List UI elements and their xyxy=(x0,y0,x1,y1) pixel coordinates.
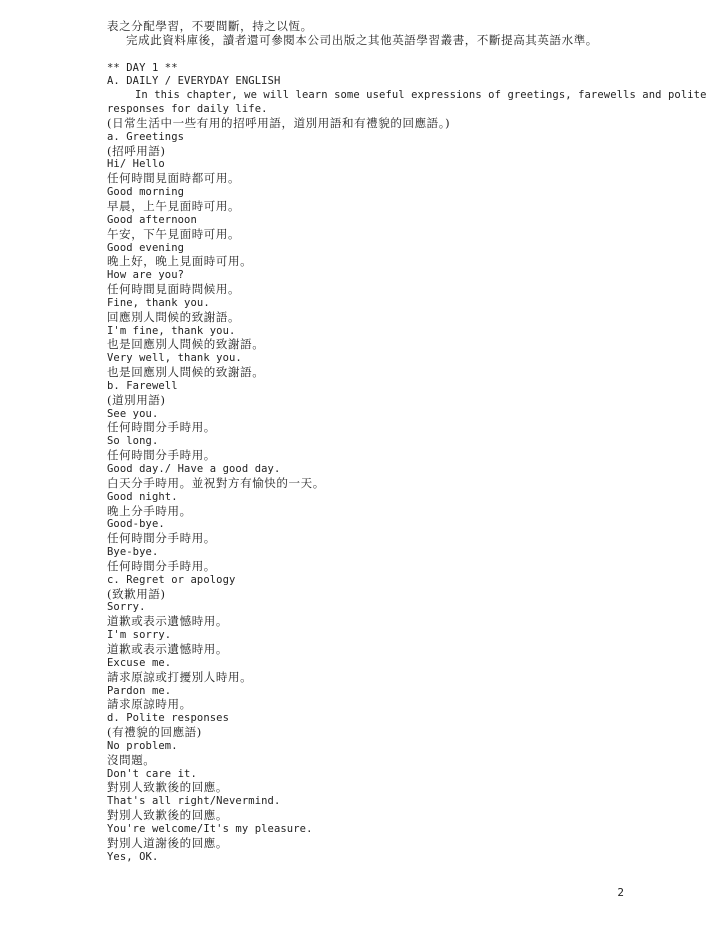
phrase-zh: 請求原諒時用。 xyxy=(107,697,192,712)
phrase-zh: 任何時間分手時用。 xyxy=(107,420,216,435)
section-intro-en-1: In this chapter, we will learn some useful expressions of greetings, farewells and polite xyxy=(135,89,707,102)
phrase-zh: 任何時間分手時用。 xyxy=(107,558,216,573)
page-content xyxy=(107,19,707,864)
phrase-en: How are you? xyxy=(107,269,185,282)
phrase-zh: 對別人致歉後的回應。 xyxy=(107,780,228,795)
phrase-en: That's all right/Nevermind. xyxy=(107,795,281,808)
phrase-en: Bye-bye. xyxy=(107,546,159,559)
subsection-heading: b. Farewell xyxy=(107,379,178,392)
subsection-heading-zh: (有禮貌的回應語) xyxy=(107,725,202,740)
phrase-zh: 白天分手時用。並祝對方有愉快的一天。 xyxy=(107,475,325,490)
day-heading: ** DAY 1 ** xyxy=(107,61,178,74)
phrase-en: Sorry. xyxy=(107,601,146,614)
phrase-en: So long. xyxy=(107,435,159,448)
phrase-en: You're welcome/It's my pleasure. xyxy=(107,822,313,835)
subsection-heading: a. Greetings xyxy=(107,130,185,143)
phrase-en: Good night. xyxy=(107,490,178,503)
phrase-en: No problem. xyxy=(107,739,178,752)
phrase-en: Don't care it. xyxy=(107,767,197,780)
phrase-en: Good evening xyxy=(107,241,185,254)
subsection-heading-zh: (致歉用語) xyxy=(107,586,166,601)
phrase-en: Pardon me. xyxy=(107,684,172,697)
farewell-section xyxy=(107,380,688,574)
phrase-zh: 對別人致歉後的回應。 xyxy=(107,808,228,823)
phrase-en: See you. xyxy=(107,407,159,420)
page-number: 2 xyxy=(617,886,624,899)
intro-line-1: 表之分配學習，不要間斷，持之以恆。 xyxy=(107,19,313,33)
intro-line-2: 完成此資料庫後，讀者還可參閱本公司出版之其他英語學習叢書，不斷提高其英語水準。 xyxy=(126,32,598,47)
apology-section xyxy=(107,574,688,712)
phrase-en: Yes, OK. xyxy=(107,850,159,863)
phrase-zh: 任何時間見面時都可用。 xyxy=(107,171,241,186)
phrase-zh: 也是回應別人問候的致謝語。 xyxy=(107,365,265,380)
phrase-en: Hi/ Hello xyxy=(107,158,165,171)
phrase-zh: 午安，下午見面時可用。 xyxy=(107,226,241,241)
phrase-en: Very well, thank you. xyxy=(107,352,242,365)
greetings-section xyxy=(107,131,688,380)
phrase-zh: 早晨，上午見面時可用。 xyxy=(107,198,241,213)
phrase-en: Good morning xyxy=(107,186,185,199)
phrase-en: Good afternoon xyxy=(107,213,197,226)
phrase-zh: 請求原諒或打擾別人時用。 xyxy=(107,669,253,684)
subsection-heading-zh: (招呼用語) xyxy=(107,143,166,158)
phrase-zh: 也是回應別人問候的致謝語。 xyxy=(107,337,265,352)
phrase-en: Excuse me. xyxy=(107,656,172,669)
phrase-en: Good-bye. xyxy=(107,518,165,531)
polite-responses-section xyxy=(107,712,688,864)
phrase-zh: 道歉或表示遺憾時用。 xyxy=(107,641,228,656)
phrase-en: Fine, thank you. xyxy=(107,296,210,309)
phrase-zh: 晚上分手時用。 xyxy=(107,503,192,518)
phrase-zh: 沒問題。 xyxy=(107,752,156,767)
phrase-en: Good day./ Have a good day. xyxy=(107,463,281,475)
subsection-heading: c. Regret or apology xyxy=(107,573,236,586)
phrase-en: I'm fine, thank you. xyxy=(107,324,236,337)
phrase-zh: 晚上好，晚上見面時可用。 xyxy=(107,254,253,269)
phrase-zh: 對別人道謝後的回應。 xyxy=(107,835,228,850)
section-intro-zh: (日常生活中一些有用的招呼用語，道別用語和有禮貌的回應語。) xyxy=(107,115,451,130)
phrase-zh: 任何時間分手時用。 xyxy=(107,531,216,546)
phrase-zh: 回應別人問候的致謝語。 xyxy=(107,309,241,324)
phrase-zh: 道歉或表示遺憾時用。 xyxy=(107,614,228,629)
phrase-zh: 任何時間見面時問候用。 xyxy=(107,282,241,297)
section-intro-en-2: responses for daily life. xyxy=(107,103,268,116)
phrase-en: I'm sorry. xyxy=(107,629,172,642)
subsection-heading-zh: (道別用語) xyxy=(107,392,166,407)
subsection-heading: d. Polite responses xyxy=(107,712,230,725)
section-heading: A. DAILY / EVERYDAY ENGLISH xyxy=(107,75,281,88)
phrase-zh: 任何時間分手時用。 xyxy=(107,448,216,463)
blank-line xyxy=(107,48,688,62)
